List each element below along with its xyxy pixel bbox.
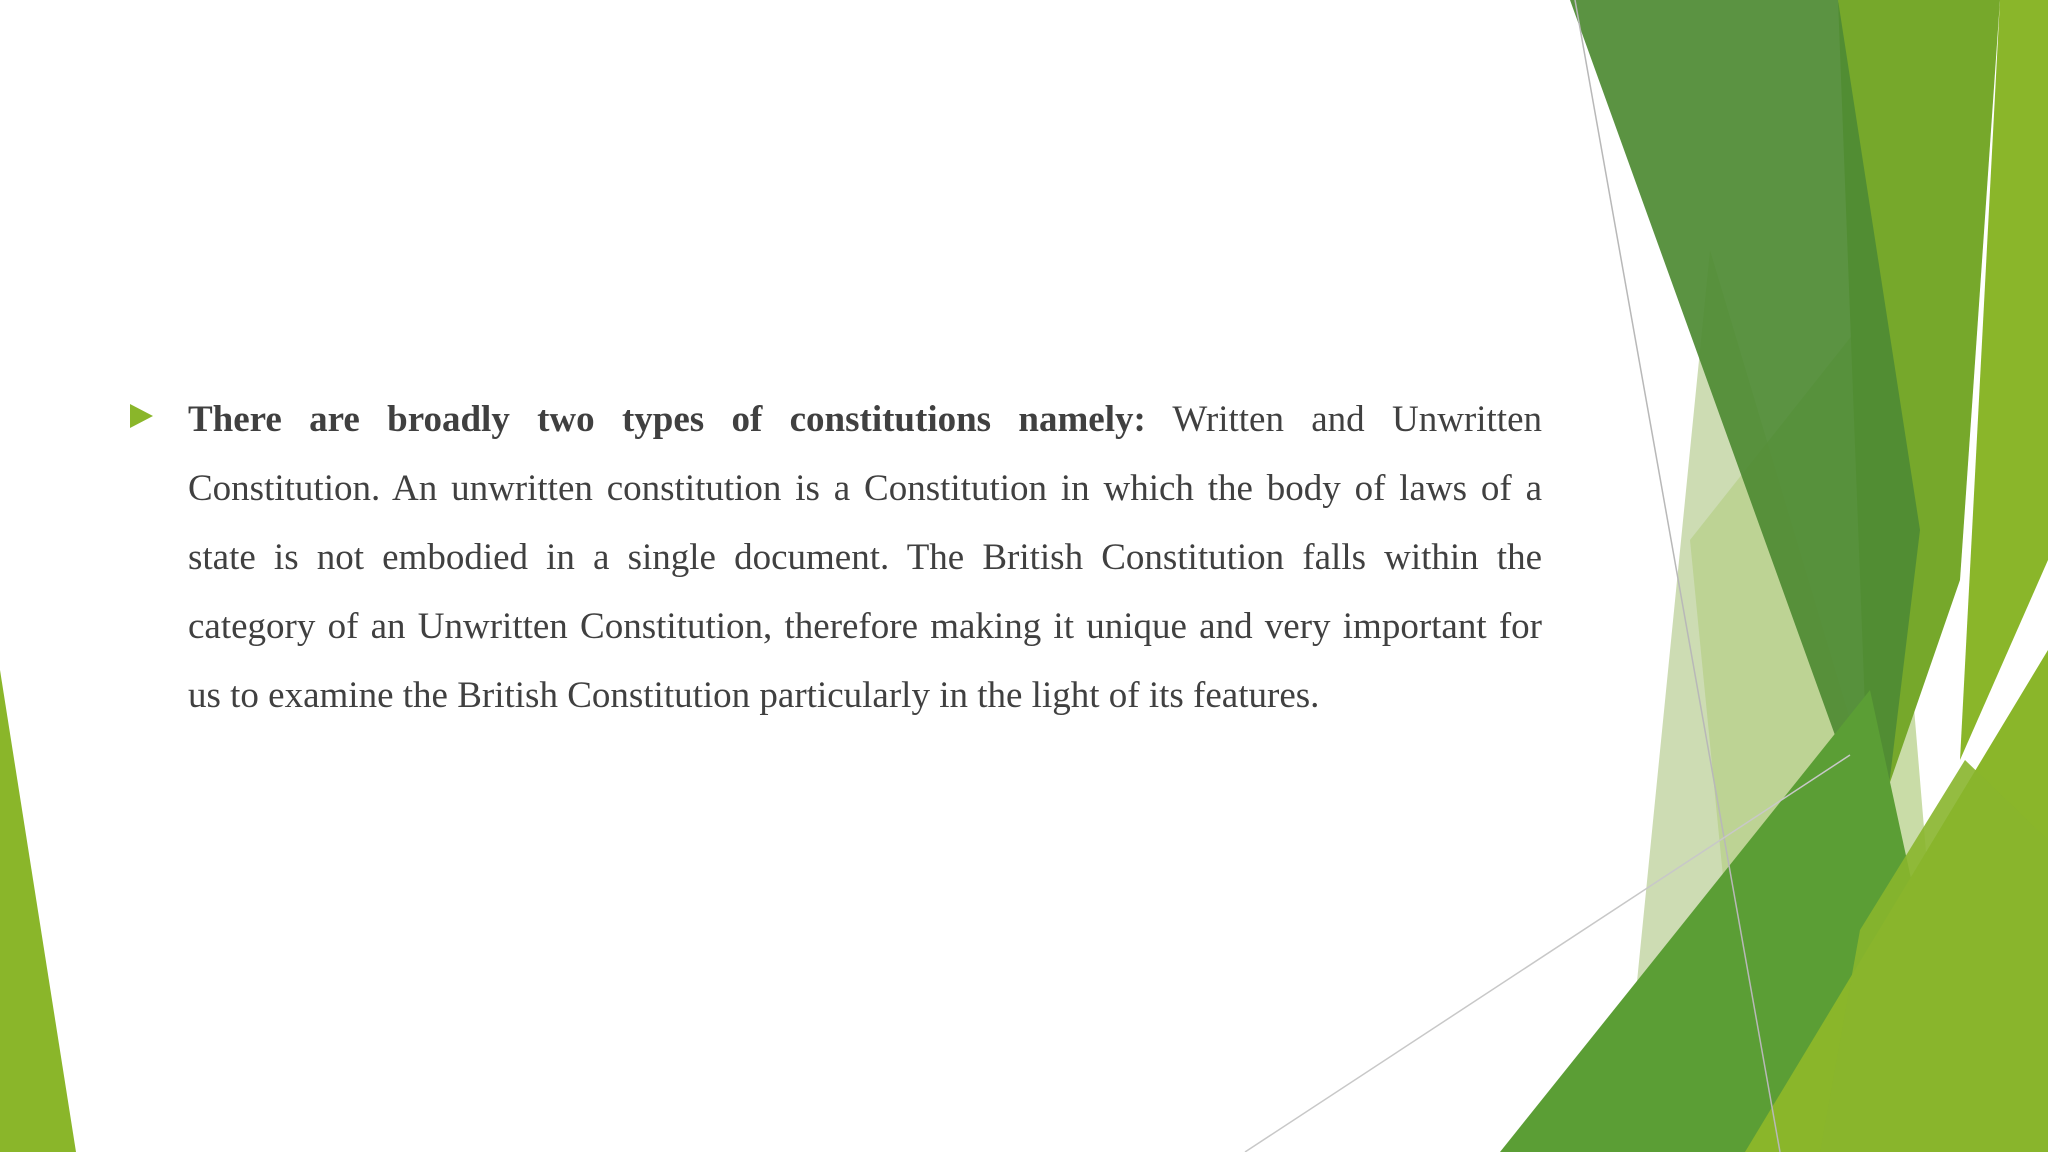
bullet-lead-text: There are broadly two types of constitutions namely: [188, 399, 1146, 440]
triangle-bullet-icon [130, 404, 153, 428]
content-area [130, 385, 1542, 730]
left-green-shard [0, 670, 76, 1152]
bullet-text [188, 385, 1542, 730]
bullet-body-text: Written and Unwritten Constitution. An unwritten constitution is a Constitution in which the body of laws of a state is not embodied in a single document. The British Constitution falls within the category of an Unwritten Constitution, therefore making it unique and very important for us to examine the British Constitution particularly in the light of its features. [188, 399, 1542, 716]
bullet-item [130, 385, 1542, 730]
